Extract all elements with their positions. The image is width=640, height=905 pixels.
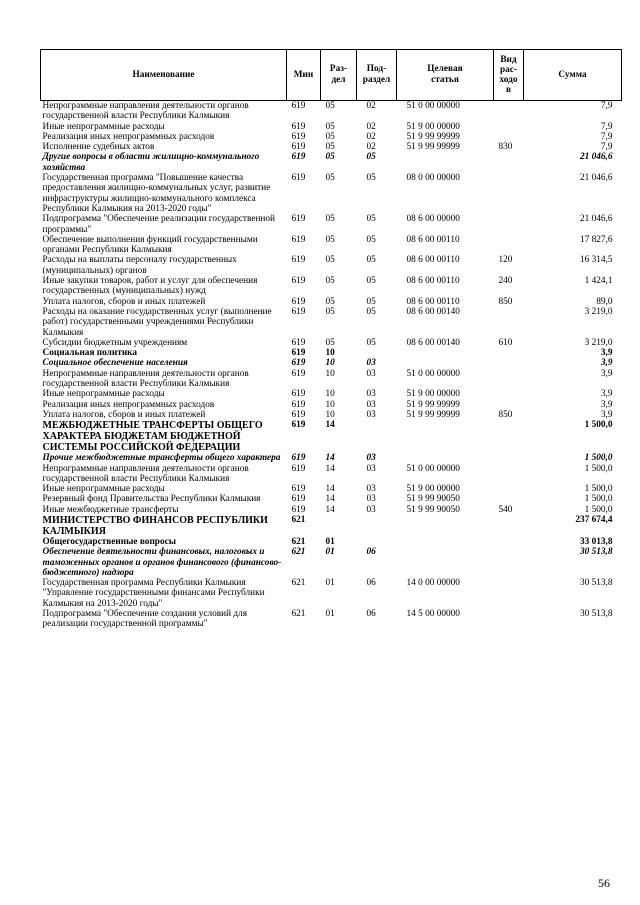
row-podrazdel: 05 bbox=[366, 306, 376, 317]
row-celevaya-statya: 51 9 00 00000 bbox=[406, 484, 460, 495]
row-vid-rashodov bbox=[494, 152, 524, 173]
row-celevaya-statya: 08 6 00 00110 bbox=[406, 255, 460, 266]
table-row bbox=[41, 369, 622, 390]
row-celevaya-statya: 08 6 00 00000 bbox=[406, 214, 460, 225]
row-razdel: 05 bbox=[325, 296, 335, 307]
table-row bbox=[41, 307, 622, 338]
row-podrazdel: 03 bbox=[366, 504, 376, 515]
row-min: 619 bbox=[291, 152, 306, 163]
row-podrazdel: 02 bbox=[366, 121, 376, 132]
row-min: 619 bbox=[291, 306, 306, 317]
row-min: 619 bbox=[291, 142, 306, 153]
row-name: Социальное обеспечение населения bbox=[42, 358, 188, 369]
table-row bbox=[41, 122, 622, 132]
row-razdel: 05 bbox=[325, 276, 335, 287]
row-summa: 21 046,6 bbox=[579, 173, 613, 184]
header-razdel: Раз- дел bbox=[321, 50, 357, 101]
row-razdel: 05 bbox=[325, 255, 335, 266]
header-vid-rashodov: Вид рас- ходо в bbox=[494, 50, 524, 101]
row-summa: 30 513,8 bbox=[579, 547, 613, 558]
row-celevaya-statya: 08 6 00 00110 bbox=[406, 296, 460, 307]
row-name: МИНИСТЕРСТВО ФИНАНСОВ РЕСПУБЛИКИ КАЛМЫКИЯ bbox=[42, 514, 268, 537]
row-podrazdel: 06 bbox=[366, 578, 376, 589]
row-celevaya-statya: 14 5 00 00000 bbox=[406, 609, 460, 620]
table-row bbox=[41, 214, 622, 235]
row-name: Подпрограмма "Обеспечение реализации государственной программы" bbox=[42, 214, 276, 235]
row-razdel: 01 bbox=[325, 547, 335, 558]
row-podrazdel: 05 bbox=[366, 337, 376, 348]
row-celevaya-statya bbox=[397, 358, 494, 368]
row-celevaya-statya: 14 0 00 00000 bbox=[406, 578, 460, 589]
table-body bbox=[41, 101, 622, 630]
row-vid-rashodov: 850 bbox=[498, 296, 513, 307]
row-celevaya-statya: 51 0 00 00000 bbox=[406, 463, 460, 474]
row-name: Уплата налогов, сборов и иных платежей bbox=[42, 296, 206, 307]
row-podrazdel: 03 bbox=[366, 399, 376, 410]
row-name: Иные непрограммные расходы bbox=[42, 121, 165, 132]
row-razdel: 10 bbox=[325, 389, 335, 400]
table-row bbox=[41, 255, 622, 276]
row-vid-rashodov: 850 bbox=[498, 409, 513, 420]
row-podrazdel: 03 bbox=[366, 484, 376, 495]
table-row bbox=[41, 505, 622, 515]
row-name: Государственная программа "Повышение качества предоставления жилищно-коммунальных услуг, развитие инфраструктуры жилищно-коммунального комплекса Республики Калмыкия на 2013-2020 годы" bbox=[42, 173, 271, 214]
row-vid-rashodov bbox=[494, 578, 524, 609]
header-name: Наименование bbox=[41, 50, 287, 101]
page-number: 56 bbox=[598, 876, 610, 890]
row-summa: 1 424,1 bbox=[584, 276, 613, 287]
row-celevaya-statya: 51 9 99 90050 bbox=[406, 504, 460, 515]
row-min: 619 bbox=[291, 348, 306, 359]
row-summa: 3 219,0 bbox=[584, 306, 613, 317]
table-row bbox=[41, 276, 622, 297]
row-podrazdel: 05 bbox=[366, 152, 376, 163]
row-summa: 21 046,6 bbox=[579, 152, 613, 163]
row-vid-rashodov: 120 bbox=[498, 255, 513, 266]
table-row bbox=[41, 101, 622, 122]
row-vid-rashodov bbox=[494, 214, 524, 235]
row-min: 619 bbox=[291, 101, 306, 111]
row-razdel: 05 bbox=[325, 214, 335, 225]
table-row bbox=[41, 235, 622, 256]
row-summa: 1 500,0 bbox=[584, 484, 613, 495]
row-podrazdel: 02 bbox=[366, 131, 376, 142]
row-podrazdel: 03 bbox=[366, 368, 376, 379]
row-razdel: 10 bbox=[325, 348, 335, 359]
row-vid-rashodov: 610 bbox=[498, 337, 513, 348]
row-min: 619 bbox=[291, 409, 306, 420]
row-name: Иные непрограммные расходы bbox=[42, 484, 165, 495]
row-min: 619 bbox=[291, 368, 306, 379]
header-min: Мин bbox=[287, 50, 321, 101]
row-celevaya-statya: 08 0 00 00000 bbox=[406, 173, 460, 184]
row-celevaya-statya bbox=[397, 348, 494, 358]
table-row bbox=[41, 358, 622, 368]
table-row bbox=[41, 484, 622, 494]
header-summa: Сумма bbox=[524, 50, 622, 101]
row-name: Уплата налогов, сборов и иных платежей bbox=[42, 409, 206, 420]
row-min: 619 bbox=[291, 463, 306, 474]
row-summa: 89,0 bbox=[596, 296, 613, 307]
row-name: Расходы на оказание государственных услуг (выполнение работ) государственными учреждениями Республики Калмыкия bbox=[42, 306, 272, 338]
row-celevaya-statya bbox=[397, 537, 494, 547]
row-celevaya-statya: 51 9 99 90050 bbox=[406, 494, 460, 505]
row-celevaya-statya bbox=[397, 152, 494, 173]
row-vid-rashodov bbox=[494, 235, 524, 256]
row-celevaya-statya: 08 6 00 00140 bbox=[406, 306, 460, 317]
row-summa: 3,9 bbox=[600, 368, 613, 379]
row-name: Обеспечение деятельности финансовых, налоговых и таможенных органов и органов финансового (финансово-бюджетного) надзора bbox=[42, 547, 282, 578]
row-name: Прочие межбюджетные трансферты общего характера bbox=[42, 453, 281, 464]
row-vid-rashodov bbox=[494, 389, 524, 399]
table-header bbox=[41, 50, 622, 101]
row-razdel: 14 bbox=[325, 420, 335, 431]
row-name: Непрограммные направления деятельности органов государственной власти Республики Калмыкия bbox=[42, 463, 249, 484]
row-vid-rashodov bbox=[494, 173, 524, 214]
row-min: 619 bbox=[291, 255, 306, 266]
row-vid-rashodov: 540 bbox=[498, 504, 513, 515]
table-row bbox=[41, 132, 622, 142]
row-vid-rashodov bbox=[494, 547, 524, 578]
row-podrazdel bbox=[357, 515, 397, 537]
row-summa: 1 500,0 bbox=[584, 453, 613, 464]
row-min: 619 bbox=[291, 389, 306, 400]
row-summa: 21 046,6 bbox=[579, 214, 613, 225]
row-razdel: 10 bbox=[325, 399, 335, 410]
row-vid-rashodov bbox=[494, 348, 524, 358]
row-name: Непрограммные направления деятельности органов государственной власти Республики Калмыкия bbox=[42, 368, 249, 390]
row-razdel: 14 bbox=[325, 453, 335, 464]
row-podrazdel: 05 bbox=[366, 255, 376, 266]
row-podrazdel: 05 bbox=[366, 234, 376, 245]
row-min: 621 bbox=[291, 547, 306, 558]
row-razdel: 14 bbox=[325, 463, 335, 474]
row-min: 619 bbox=[291, 453, 306, 464]
table-row bbox=[41, 547, 622, 578]
row-min: 619 bbox=[291, 276, 306, 287]
row-summa: 33 013,8 bbox=[579, 536, 613, 547]
row-vid-rashodov bbox=[494, 307, 524, 338]
row-podrazdel: 03 bbox=[366, 409, 376, 420]
row-razdel: 14 bbox=[325, 494, 335, 505]
header-podrazdel: Под- раздел bbox=[357, 50, 397, 101]
row-name: Исполнение судебных актов bbox=[42, 142, 155, 153]
row-vid-rashodov bbox=[494, 494, 524, 504]
row-razdel: 01 bbox=[325, 536, 335, 547]
row-razdel: 05 bbox=[325, 121, 335, 132]
row-name: Общегосударственные вопросы bbox=[42, 536, 177, 547]
row-summa: 1 500,0 bbox=[584, 463, 613, 474]
row-celevaya-statya: 51 0 00 00000 bbox=[406, 368, 460, 379]
row-podrazdel: 05 bbox=[366, 173, 376, 184]
row-name: МЕЖБЮДЖЕТНЫЕ ТРАНСФЕРТЫ ОБЩЕГО ХАРАКТЕРА БЮДЖЕТАМ БЮДЖЕТНОЙ СИСТЕМЫ РОССИЙСКОЙ ФЕДЕРАЦИИ bbox=[42, 420, 263, 454]
table-row bbox=[41, 410, 622, 420]
row-min: 619 bbox=[291, 214, 306, 225]
row-summa: 1 500,0 bbox=[584, 420, 613, 431]
row-min: 619 bbox=[291, 494, 306, 505]
row-celevaya-statya bbox=[397, 547, 494, 578]
row-vid-rashodov bbox=[494, 484, 524, 494]
row-razdel: 05 bbox=[325, 234, 335, 245]
row-name: Реализация иных непрограммных расходов bbox=[42, 399, 215, 410]
row-razdel: 10 bbox=[325, 409, 335, 420]
row-celevaya-statya: 51 9 00 00000 bbox=[406, 389, 460, 400]
row-vid-rashodov: 830 bbox=[498, 142, 513, 153]
row-name: Расходы на выплаты персоналу государственных (муниципальных) органов bbox=[42, 255, 237, 276]
row-name: Резервный фонд Правительства Республики Калмыкия bbox=[42, 494, 261, 505]
table-row bbox=[41, 537, 622, 547]
row-vid-rashodov bbox=[494, 122, 524, 132]
table-row bbox=[41, 609, 622, 630]
row-name: Обеспечение выполнения функций государственными органами Республики Калмыкия bbox=[42, 234, 258, 256]
row-min: 621 bbox=[291, 536, 306, 547]
row-razdel: 05 bbox=[325, 306, 335, 317]
budget-table bbox=[40, 49, 622, 630]
table-row bbox=[41, 338, 622, 348]
row-razdel: 05 bbox=[325, 173, 335, 184]
row-podrazdel: 03 bbox=[366, 389, 376, 400]
row-summa: 30 513,8 bbox=[579, 609, 613, 620]
row-summa: 17 827,6 bbox=[579, 234, 613, 245]
table-row bbox=[41, 453, 622, 463]
row-summa: 237 674,4 bbox=[575, 514, 613, 525]
row-summa: 1 500,0 bbox=[584, 494, 613, 505]
row-podrazdel: 02 bbox=[366, 101, 376, 111]
table-row bbox=[41, 464, 622, 485]
row-name: Иные межбюджетные трансферты bbox=[42, 504, 179, 515]
table-row bbox=[41, 173, 622, 214]
row-razdel: 05 bbox=[325, 101, 335, 111]
row-min: 619 bbox=[291, 131, 306, 142]
row-razdel bbox=[321, 515, 357, 537]
row-name: Реализация иных непрограммных расходов bbox=[42, 131, 215, 142]
row-celevaya-statya: 51 0 00 00000 bbox=[406, 101, 460, 111]
row-razdel: 05 bbox=[325, 337, 335, 348]
row-celevaya-statya: 08 6 00 00110 bbox=[406, 276, 460, 287]
table-row bbox=[41, 578, 622, 609]
row-vid-rashodov bbox=[494, 420, 524, 453]
row-summa: 7,9 bbox=[600, 142, 613, 153]
row-celevaya-statya: 51 9 99 99999 bbox=[406, 142, 460, 153]
row-min: 619 bbox=[291, 234, 306, 245]
table-row bbox=[41, 152, 622, 173]
row-name: Непрограммные направления деятельности органов государственной власти Республики Калмыкия bbox=[42, 101, 249, 122]
row-summa: 7,9 bbox=[600, 101, 613, 111]
row-min: 621 bbox=[291, 609, 306, 620]
row-podrazdel bbox=[357, 537, 397, 547]
row-min: 619 bbox=[291, 420, 306, 431]
row-summa: 3 219,0 bbox=[584, 337, 613, 348]
header-celevaya-statya: Целевая статья bbox=[397, 50, 494, 101]
table-row bbox=[41, 297, 622, 307]
row-celevaya-statya bbox=[397, 453, 494, 463]
row-razdel: 10 bbox=[325, 358, 335, 369]
row-vid-rashodov bbox=[494, 132, 524, 142]
row-vid-rashodov: 240 bbox=[498, 276, 513, 287]
row-podrazdel: 03 bbox=[366, 358, 376, 369]
row-vid-rashodov bbox=[494, 537, 524, 547]
row-name: Другие вопросы в области жилищно-коммунального хозяйства bbox=[42, 152, 260, 173]
row-celevaya-statya bbox=[397, 515, 494, 537]
row-celevaya-statya bbox=[397, 420, 494, 453]
row-podrazdel: 05 bbox=[366, 296, 376, 307]
row-summa: 7,9 bbox=[600, 131, 613, 142]
row-summa: 1 500,0 bbox=[584, 504, 613, 515]
row-vid-rashodov bbox=[494, 101, 524, 122]
row-celevaya-statya: 51 9 99 99999 bbox=[406, 399, 460, 410]
table-row bbox=[41, 389, 622, 399]
row-podrazdel: 05 bbox=[366, 276, 376, 287]
row-summa: 3,9 bbox=[600, 389, 613, 400]
row-podrazdel bbox=[357, 348, 397, 358]
row-razdel: 05 bbox=[325, 152, 335, 163]
row-summa: 30 513,8 bbox=[579, 578, 613, 589]
row-razdel: 14 bbox=[325, 484, 335, 495]
row-podrazdel bbox=[357, 420, 397, 453]
table-row bbox=[41, 515, 622, 537]
row-name: Иные непрограммные расходы bbox=[42, 389, 165, 400]
row-name: Субсидии бюджетным учреждениям bbox=[42, 337, 188, 348]
table-row bbox=[41, 400, 622, 410]
row-razdel: 10 bbox=[325, 368, 335, 379]
row-razdel: 14 bbox=[325, 504, 335, 515]
row-summa: 3,9 bbox=[600, 399, 613, 410]
row-podrazdel: 03 bbox=[366, 463, 376, 474]
row-razdel: 01 bbox=[325, 578, 335, 589]
row-min: 621 bbox=[291, 514, 306, 525]
row-celevaya-statya: 08 6 00 00140 bbox=[406, 337, 460, 348]
row-vid-rashodov bbox=[494, 453, 524, 463]
row-podrazdel: 06 bbox=[366, 609, 376, 620]
row-podrazdel: 05 bbox=[366, 214, 376, 225]
row-name: Подпрограмма "Обеспечение создания условий для реализации государственной программы" bbox=[42, 609, 248, 630]
row-podrazdel: 06 bbox=[366, 547, 376, 558]
row-vid-rashodov bbox=[494, 464, 524, 485]
row-min: 619 bbox=[291, 121, 306, 132]
table-row bbox=[41, 348, 622, 358]
row-min: 619 bbox=[291, 358, 306, 369]
table-row bbox=[41, 142, 622, 152]
row-celevaya-statya: 51 9 99 99999 bbox=[406, 131, 460, 142]
table-row bbox=[41, 494, 622, 504]
table-row bbox=[41, 420, 622, 453]
row-vid-rashodov bbox=[494, 515, 524, 537]
row-razdel: 05 bbox=[325, 131, 335, 142]
row-vid-rashodov bbox=[494, 369, 524, 390]
row-podrazdel: 02 bbox=[366, 142, 376, 153]
row-podrazdel: 03 bbox=[366, 453, 376, 464]
row-podrazdel: 03 bbox=[366, 494, 376, 505]
row-razdel: 01 bbox=[325, 609, 335, 620]
row-celevaya-statya: 51 9 99 99999 bbox=[406, 409, 460, 420]
row-min: 621 bbox=[291, 578, 306, 589]
row-name: Социальная политика bbox=[42, 348, 138, 359]
row-vid-rashodov bbox=[494, 609, 524, 630]
row-vid-rashodov bbox=[494, 400, 524, 410]
row-summa: 3,9 bbox=[600, 358, 613, 369]
row-summa: 16 314,5 bbox=[579, 255, 613, 266]
row-vid-rashodov bbox=[494, 358, 524, 368]
row-summa: 3,9 bbox=[600, 409, 613, 420]
row-razdel: 05 bbox=[325, 142, 335, 153]
row-min: 619 bbox=[291, 296, 306, 307]
row-min: 619 bbox=[291, 484, 306, 495]
row-min: 619 bbox=[291, 337, 306, 348]
row-summa: 3,9 bbox=[600, 348, 613, 359]
row-name: Государственная программа Республики Калмыкия "Управление государственными финансами Республики Калмыкия на 2013-2020 годы" bbox=[42, 578, 265, 609]
row-min: 619 bbox=[291, 173, 306, 184]
row-name: Иные закупки товаров, работ и услуг для обеспечения государственных (муниципальных) нужд bbox=[42, 276, 258, 297]
row-min: 619 bbox=[291, 504, 306, 515]
row-celevaya-statya: 08 6 00 00110 bbox=[406, 234, 460, 245]
row-min: 619 bbox=[291, 399, 306, 410]
row-summa: 7,9 bbox=[600, 121, 613, 132]
row-celevaya-statya: 51 9 00 00000 bbox=[406, 121, 460, 132]
